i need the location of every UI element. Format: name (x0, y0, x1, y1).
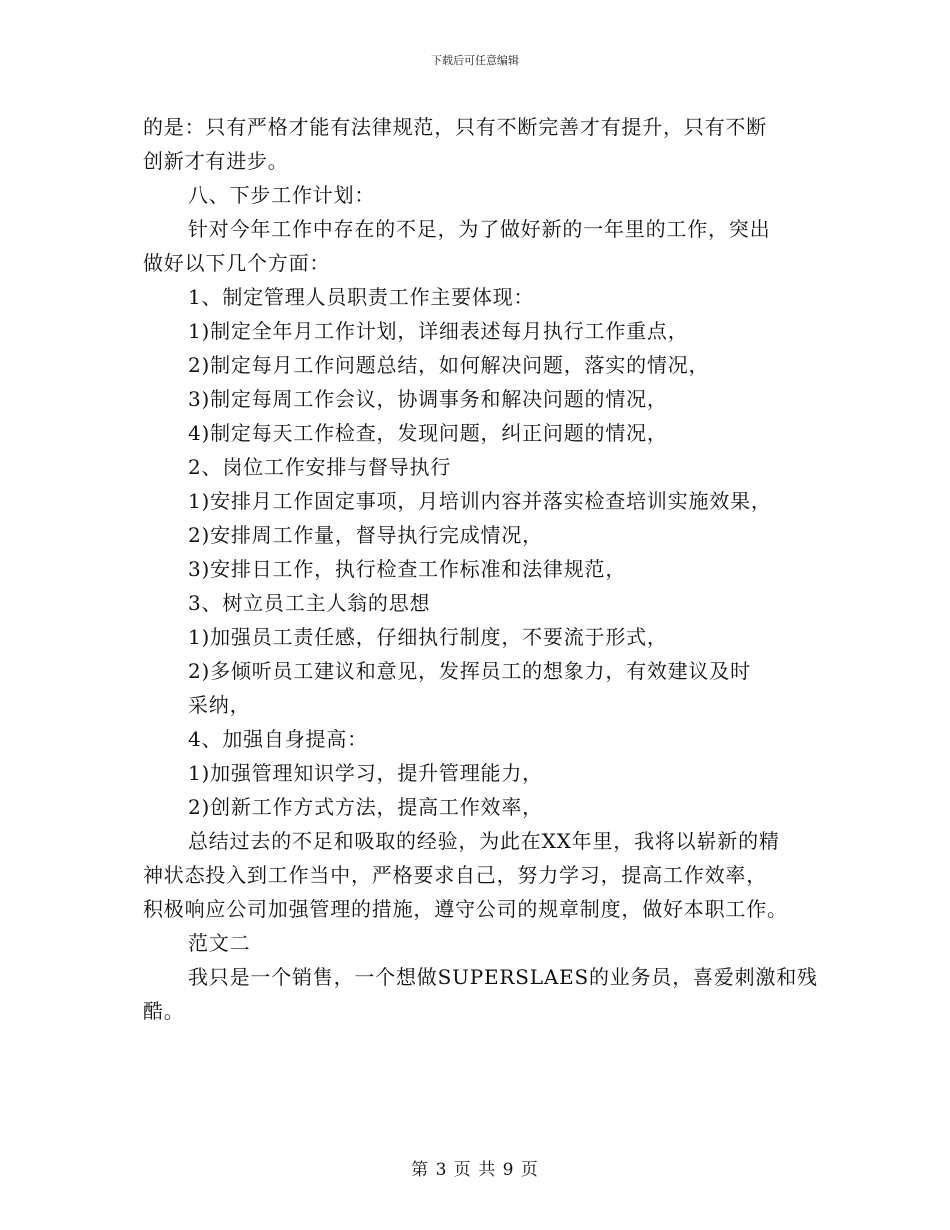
page-header: 下载后可任意编辑 (431, 54, 519, 67)
text-line: 2、岗位工作安排与督导执行 (188, 455, 452, 479)
text-line: 4、加强自身提高： (188, 727, 368, 751)
text-line: 2)安排周工作量，督导执行完成情况， (188, 523, 543, 547)
text-line: 八、下步工作计划： (188, 183, 376, 207)
document-body (143, 110, 818, 1028)
text-line: 3、树立员工主人翁的思想 (188, 591, 431, 615)
text-line: 3)制定每周工作会议，协调事务和解决问题的情况， (188, 387, 668, 411)
text-line: 1)加强管理知识学习，提升管理能力， (188, 761, 543, 785)
text-line: 1)制定全年月工作计划，详细表述每月执行工作重点， (188, 319, 689, 343)
text-line: 2)多倾听员工建议和意见，发挥员工的想象力，有效建议及时 (188, 659, 751, 683)
text-line: 采纳， (188, 693, 251, 717)
text-line: 我只是一个销售，一个想做SUPERSLAES的业务员，喜爱刺激和残 (188, 965, 818, 989)
text-line: 创新才有进步。 (143, 149, 289, 173)
text-line: 针对今年工作中存在的不足，为了做好新的一年里的工作，突出 (188, 217, 771, 241)
text-line: 1、制定管理人员职责工作主要体现： (188, 285, 535, 309)
text-line: 范文二 (188, 931, 251, 955)
text-line: 做好以下几个方面： (143, 251, 331, 275)
text-line: 3)安排日工作，执行检查工作标准和法律规范， (188, 557, 627, 581)
text-line: 积极响应公司加强管理的措施，遵守公司的规章制度，做好本职工作。 (143, 897, 788, 921)
text-line: 酷。 (143, 999, 185, 1023)
text-line: 1)加强员工责任感，仔细执行制度，不要流于形式， (188, 625, 668, 649)
text-line: 1)安排月工作固定事项，月培训内容并落实检查培训实施效果， (188, 489, 772, 513)
page-footer: 第 3 页 共 9 页 (411, 1160, 539, 1180)
text-line: 4)制定每天工作检查，发现问题，纠正问题的情况， (188, 421, 668, 445)
text-line: 总结过去的不足和吸取的经验，为此在XX年里，我将以崭新的精 (188, 829, 780, 853)
text-line: 2)制定每月工作问题总结，如何解决问题，落实的情况， (188, 353, 710, 377)
text-line: 2)创新工作方式方法，提高工作效率， (188, 795, 543, 819)
text-line: 神状态投入到工作当中，严格要求自己，努力学习，提高工作效率， (143, 863, 767, 887)
text-line: 的是：只有严格才能有法律规范，只有不断完善才有提升，只有不断 (143, 115, 767, 139)
